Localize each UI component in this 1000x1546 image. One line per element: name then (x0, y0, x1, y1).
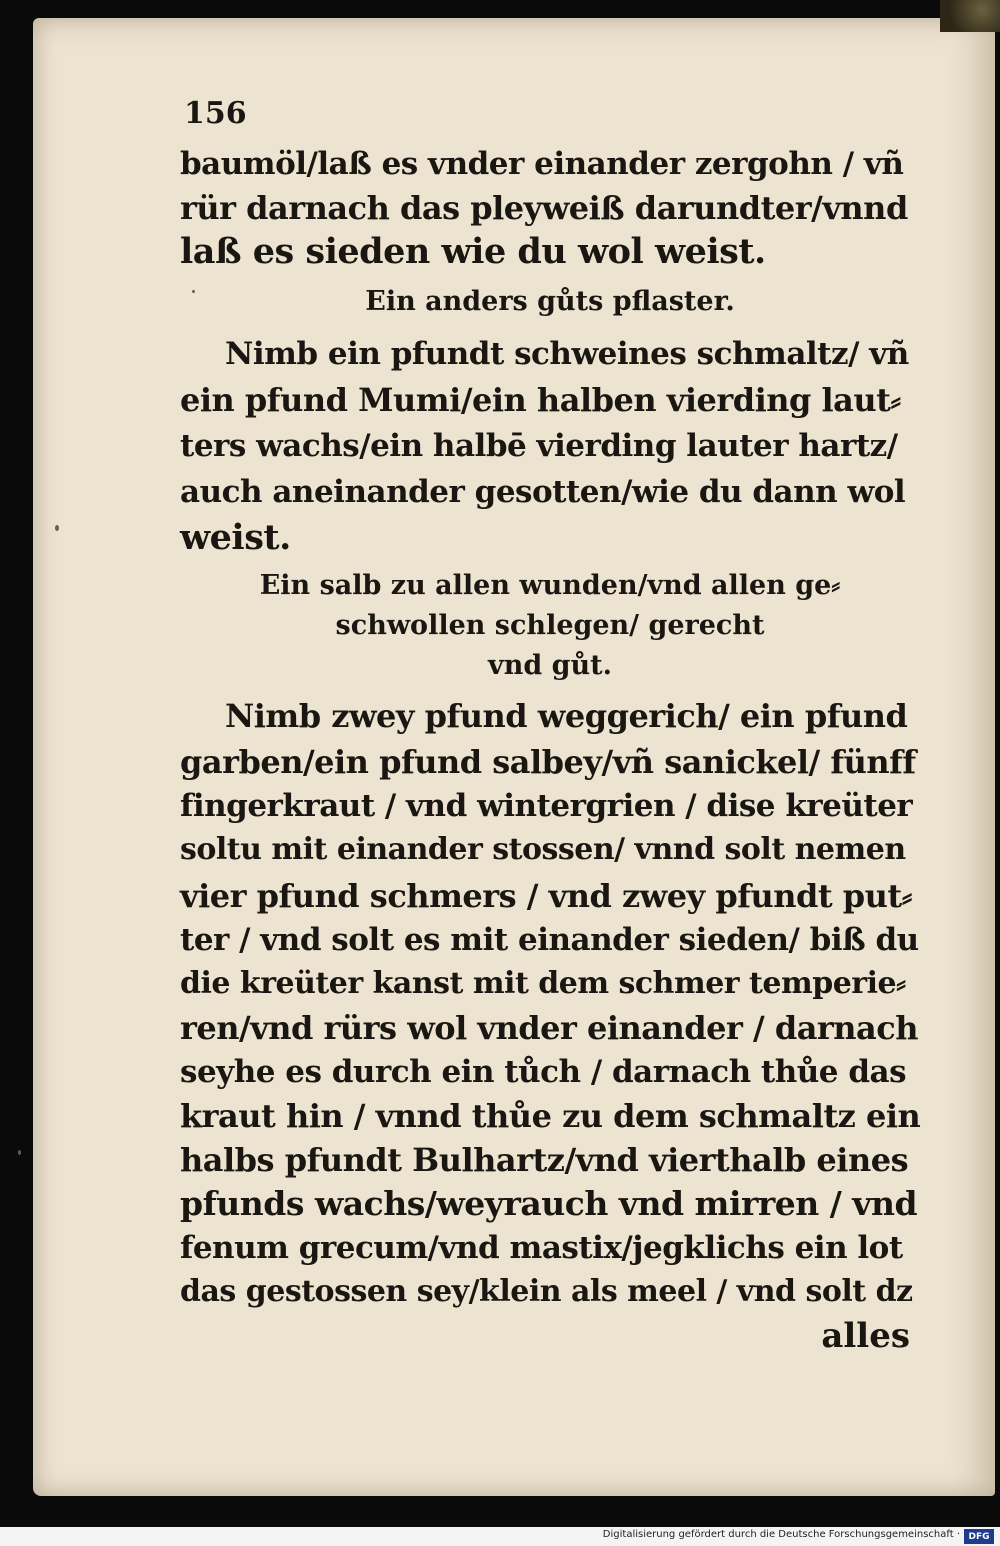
text-line: weist. (180, 517, 291, 558)
text-line: fenum grecum/vnd mastix/jegklichs ein lot (180, 1230, 903, 1266)
catchword: alles (821, 1316, 910, 1356)
text-line: Nimb zwey pfund weggerich/ ein pfund (225, 697, 908, 735)
text-line: fingerkraut / vnd wintergrien / dise kreüter (180, 788, 913, 824)
text-line: ters wachs/ein halbē vierding lauter hartz/ (180, 428, 898, 464)
text-line: garben/ein pfund salbey/vñ sanickel/ fünff (180, 743, 916, 781)
text-line: auch aneinander gesotten/wie du dann wol (180, 474, 906, 510)
section-heading: schwollen schlegen/ gerecht (335, 610, 765, 641)
text-line: Nimb ein pfundt schweines schmaltz/ vñ (225, 336, 909, 372)
page-number: 156 (184, 96, 247, 131)
text-line: ter / vnd solt es mit einander sieden/ biß du (180, 922, 919, 958)
text-line: ein pfund Mumi/ein halben vierding laut⸗ (180, 381, 901, 419)
text-line: pfunds wachs/weyrauch vnd mirren / vnd (180, 1184, 918, 1223)
text-line: seyhe es durch ein tůch / darnach thůe das (180, 1054, 907, 1090)
text-line: kraut hin / vnnd thůe zu dem schmaltz ein (180, 1097, 921, 1135)
text-line: die kreüter kanst mit dem schmer temperie⸗ (180, 966, 906, 1001)
binding-corner (940, 0, 1000, 32)
text-line: ren/vnd rürs wol vnder einander / darnach (180, 1009, 919, 1047)
section-heading: Ein salb zu allen wunden/vnd allen ge⸗ (259, 570, 841, 601)
text-line: vier pfund schmers / vnd zwey pfundt put⸗ (180, 877, 912, 915)
section-heading: Ein anders gůts pflaster. (365, 286, 735, 317)
paper-speck (18, 1150, 21, 1155)
footer-credit: Digitalisierung gefördert durch die Deutsche Forschungsgemeinschaft · (602, 1529, 960, 1540)
text-line: rür darnach das pleyweiß darundter/vnnd (180, 189, 908, 227)
paper-speck (192, 290, 195, 293)
text-line: halbs pfundt Bulhartz/vnd vierthalb eines (180, 1141, 909, 1179)
text-line: das gestossen sey/klein als meel / vnd solt dz (180, 1274, 913, 1309)
text-line: baumöl/laß es vnder einander zergohn / vñ (180, 146, 904, 182)
paper-speck (55, 525, 59, 531)
section-heading: vnd gůt. (488, 650, 612, 681)
text-line: laß es sieden wie du wol weist. (180, 231, 766, 272)
text-line: soltu mit einander stossen/ vnnd solt nemen (180, 832, 906, 867)
dfg-logo: DFG (964, 1529, 994, 1544)
